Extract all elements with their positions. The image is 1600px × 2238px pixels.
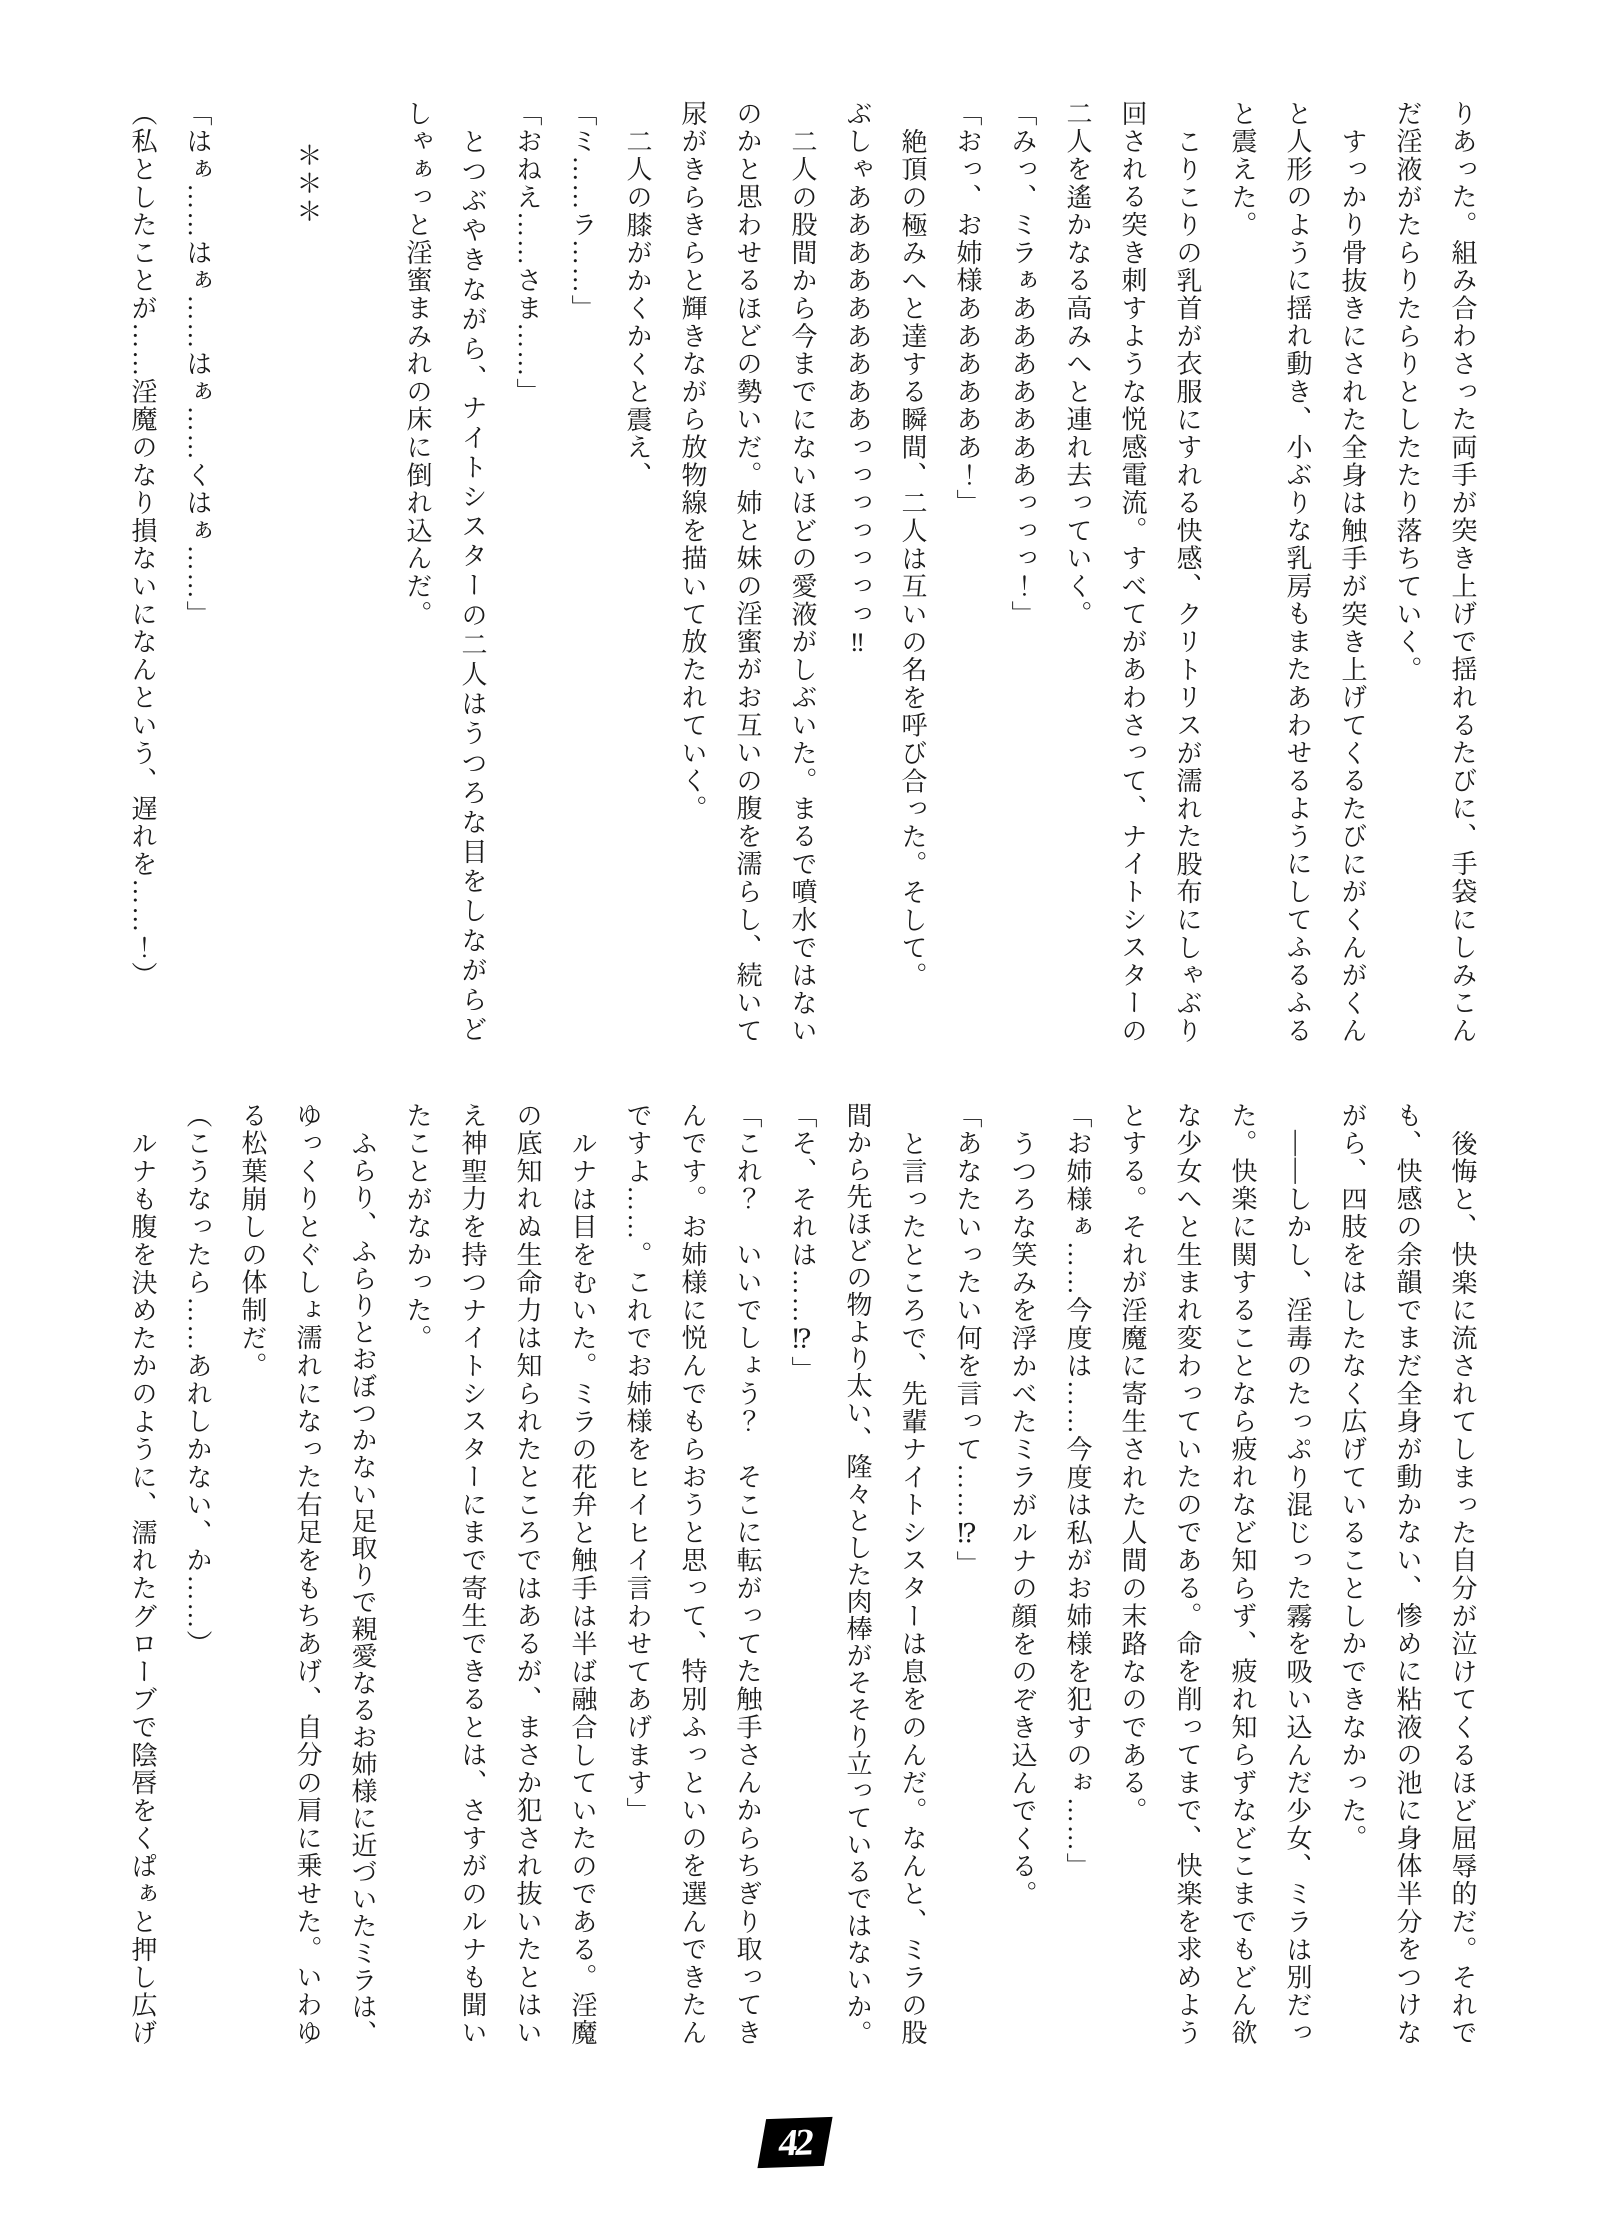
text-column: 「ミ……ラ……」 — [568, 100, 597, 323]
text-column: ですよ……。これでお姉様をヒイヒイ言わせてあげます」 — [623, 1102, 652, 1825]
page-number-badge — [757, 2117, 832, 2168]
text-column: も、快感の余韻でまだ全身が動かない、惨めに粘液の池に身体半分をつけな — [1393, 1102, 1422, 2047]
text-column: ルナは目をむいた。ミラの花弁と触手は半ば融合していたのである。淫魔 — [568, 1129, 597, 2047]
text-column: と震えた。 — [1228, 100, 1257, 239]
text-column: の底知れぬ生命力は知られたところではあるが、まさか犯され抜いたとはい — [513, 1102, 542, 2047]
text-column: た。快楽に関することなら疲れなど知らず、疲れ知らずなどこまでもどん欲 — [1228, 1102, 1257, 2047]
text-column: な少女へと生まれ変わっていたのである。命を削ってまで、快楽を求めよう — [1173, 1102, 1202, 2047]
text-column: たことがなかった。 — [403, 1102, 432, 1353]
text-column: うつろな笑みを浮かべたミラがルナの顔をのぞき込んでくる。 — [1008, 1129, 1037, 1909]
text-column: ぶしゃあああああああああっっっっっっっ‼ — [843, 100, 872, 659]
text-column: がら、四肢をはしたなく広げていることしかできなかった。 — [1338, 1102, 1367, 1853]
text-column: んです。お姉様に悦んでもらおうと思って、特別ふっといのを選んできたん — [678, 1102, 707, 2047]
page-number: 42 — [776, 2121, 814, 2164]
text-column: 「みっ、ミラぁあああああああっっっ！」 — [1008, 100, 1037, 629]
text-column: とする。それが淫魔に寄生された人間の末路なのである。 — [1118, 1102, 1147, 1825]
text-column: のかと思わせるほどの勢いだ。姉と妹の淫蜜がお互いの腹を濡らし、続いて — [733, 100, 762, 1045]
text-column: （私としたことが……淫魔のなり損ないになんという、遅れを……！） — [128, 100, 157, 990]
text-column: え神聖力を持つナイトシスターにまで寄生できるとは、さすがのルナも聞い — [458, 1102, 487, 2047]
text-column: だ淫液がたらりたらりとしたたり落ちていく。 — [1393, 100, 1422, 684]
text-column: すっかり骨抜きにされた全身は触手が突き上げてくるたびにがくんがくん — [1338, 127, 1367, 1045]
text-column: と言ったところで、先輩ナイトシスターは息をのんだ。なんと、ミラの股 — [898, 1129, 927, 2047]
text-column: ――しかし、淫毒のたっぷり混じった霧を吸い込んだ少女、ミラは別だっ — [1283, 1129, 1312, 2047]
text-column: 絶頂の極みへと達する瞬間、二人は互いの名を呼び合った。そして。 — [898, 127, 927, 990]
text-column: 「そ、それは……⁉」 — [788, 1102, 817, 1384]
text-column: 二人を遙かなる高みへと連れ去っていく。 — [1063, 100, 1092, 629]
text-column: 「おっ、お姉様ああああああ！」 — [953, 100, 982, 517]
text-column: と人形のように揺れ動き、小ぶりな乳房もまたあわせるようにしてふるふる — [1283, 100, 1312, 1045]
text-column: 「あなたいったい何を言って……⁉」 — [953, 1102, 982, 1579]
section-break-marker: ＊＊＊ — [293, 141, 322, 226]
text-column: ゆっくりとぐしょ濡れになった右足をもちあげ、自分の肩に乗せた。いわゆ — [293, 1102, 322, 2047]
text-column: 回される突き刺すような悦感電流。すべてがあわさって、ナイトシスターの — [1118, 100, 1147, 1045]
text-column: ルナも腹を決めたかのように、濡れたグローブで陰唇をくぱぁと押し広げ — [128, 1129, 157, 2047]
text-column: しゃぁっと淫蜜まみれの床に倒れ込んだ。 — [403, 100, 432, 629]
text-column: ふらり、ふらりとおぼつかない足取りで親愛なるお姉様に近づいたミラは、 — [348, 1129, 377, 2048]
text-column: 尿がきらきらと輝きながら放物線を描いて放たれていく。 — [678, 100, 707, 823]
text-column: （こうなったら……あれしかない、か……） — [183, 1102, 212, 1658]
text-column: 間から先ほどの物より太い、隆々とした肉棒がそそり立っているではないか。 — [843, 1102, 872, 2047]
text-column: る松葉崩しの体制だ。 — [238, 1102, 267, 1380]
text-column: 二人の膝がかくかくと震え、 — [623, 127, 652, 490]
text-column: とつぶやきながら、ナイトシスターの二人はうつろな目をしながらど — [458, 127, 487, 1046]
text-column: 後悔と、快楽に流されてしまった自分が泣けてくるほど屈辱的だ。それで — [1448, 1129, 1477, 2047]
text-column: 「これ？ いいでしょう？ そこに転がってた触手さんからちぎり取ってき — [733, 1102, 762, 2047]
text-column: 「おねえ……さま……」 — [513, 100, 542, 406]
text-column: りあった。組み合わさった両手が突き上げで揺れるたびに、手袋にしみこん — [1448, 100, 1477, 1045]
text-column: 二人の股間から今までにないほどの愛液がしぶいた。まるで噴水ではない — [788, 127, 817, 1045]
text-column: 「お姉様ぁ……今度は……今度は私がお姉様を犯すのぉ……」 — [1063, 1102, 1092, 1881]
text-column: こりこりの乳首が衣服にすれる快感、クリトリスが濡れた股布にしゃぶり — [1173, 127, 1202, 1045]
text-column: 「はぁ……はぁ……はぁ……くはぁ……」 — [183, 100, 212, 629]
